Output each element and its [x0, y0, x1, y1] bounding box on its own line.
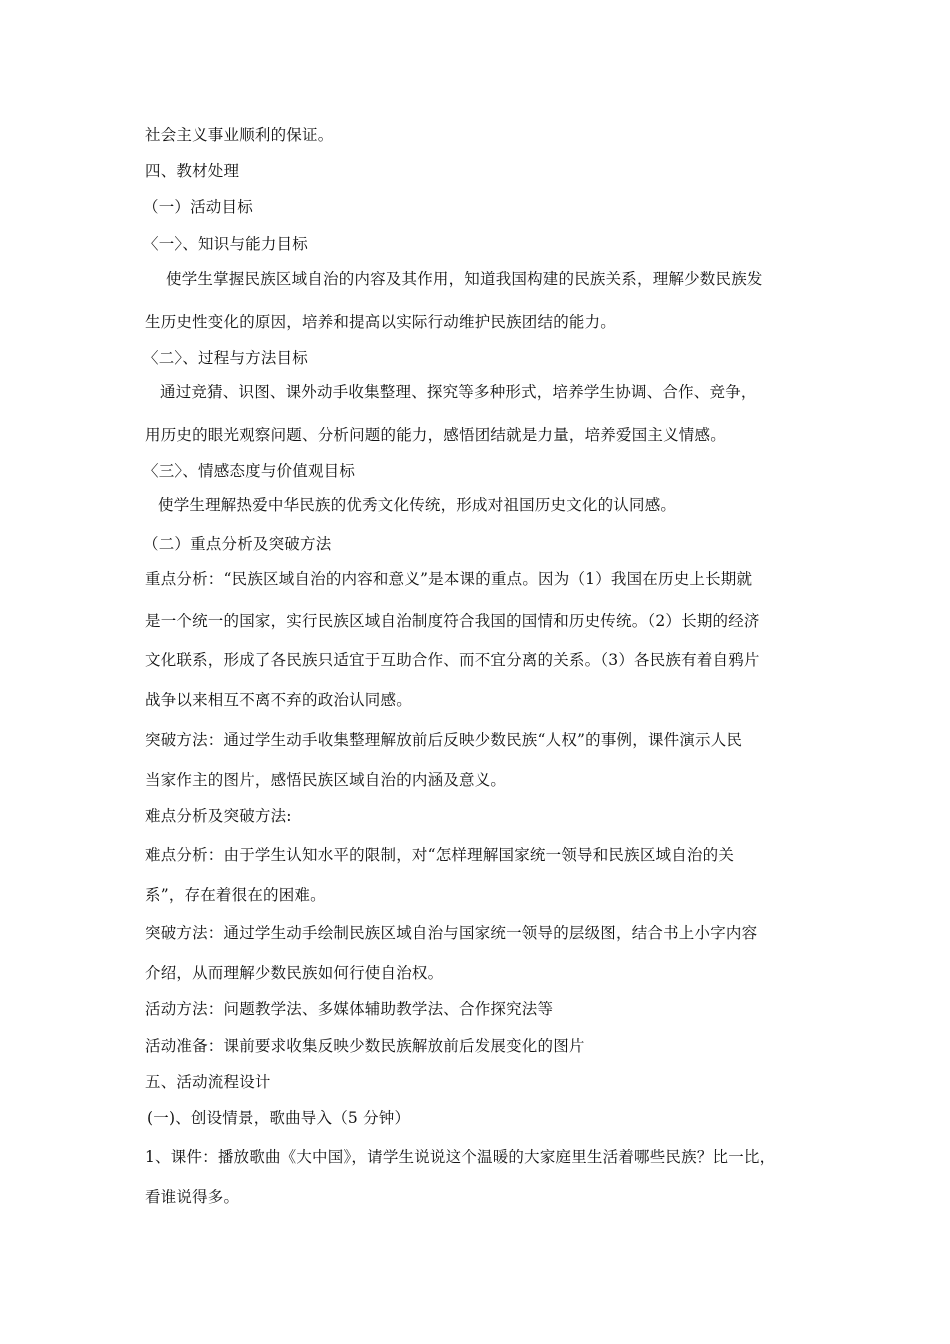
paragraph-line: 1、课件：播放歌曲《大中国》，请学生说说这个温暖的大家庭里生活着哪些民族？比一比， — [145, 1148, 776, 1166]
paragraph-line: 文化联系，形成了各民族只适宜于互助合作、而不宜分离的关系。（3）各民族有着自鸦片 — [145, 651, 760, 669]
paragraph-line: 活动准备：课前要求收集反映少数民族解放前后发展变化的图片 — [145, 1037, 585, 1055]
paragraph-line: 生历史性变化的原因，培养和提高以实际行动维护民族团结的能力。 — [145, 313, 617, 331]
subsection-heading: (一)、创设情景，歌曲导入（5 分钟） — [147, 1109, 411, 1127]
section-heading: 五、活动流程设计 — [145, 1073, 271, 1091]
paragraph-line: 当家作主的图片，感悟民族区域自治的内涵及意义。 — [145, 771, 507, 789]
paragraph-line: 突破方法：通过学生动手收集整理解放前后反映少数民族“人权”的事例，课件演示人民 — [145, 731, 743, 749]
paragraph-line: 使学生理解热爱中华民族的优秀文化传统，形成对祖国历史文化的认同感。 — [158, 496, 677, 514]
paragraph-line: 用历史的眼光观察问题、分析问题的能力，感悟团结就是力量，培养爱国主义情感。 — [145, 426, 726, 444]
paragraph-line: 通过竞猜、识图、课外动手收集整理、探究等多种形式，培养学生协调、合作、竞争， — [160, 383, 757, 401]
sub-subsection-heading: 〈二〉、过程与方法目标 — [143, 349, 308, 367]
sub-subsection-heading: 〈三〉、情感态度与价值观目标 — [143, 462, 356, 480]
paragraph-line: 系”，存在着很在的困难。 — [145, 886, 326, 904]
paragraph-line: 活动方法：问题教学法、多媒体辅助教学法、合作探究法等 — [145, 1000, 554, 1018]
paragraph-line: 使学生掌握民族区域自治的内容及其作用，知道我国构建的民族关系，理解少数民族发 — [166, 270, 763, 288]
paragraph-line: 难点分析：由于学生认知水平的限制，对“怎样理解国家统一领导和民族区域自治的关 — [145, 846, 735, 864]
subsection-heading: 难点分析及突破方法: — [145, 807, 292, 825]
subsection-heading: （一）活动目标 — [143, 198, 253, 216]
section-heading: 四、教材处理 — [145, 162, 240, 180]
text-line: 社会主义事业顺利的保证。 — [145, 126, 334, 144]
paragraph-line: 是一个统一的国家，实行民族区域自治制度符合我国的国情和历史传统。（2）长期的经济 — [145, 612, 760, 630]
paragraph-line: 看谁说得多。 — [145, 1188, 240, 1206]
subsection-heading: （二）重点分析及突破方法 — [143, 535, 332, 553]
paragraph-line: 重点分析：“民族区域自治的内容和意义”是本课的重点。因为（1）我国在历史上长期就 — [145, 570, 753, 588]
paragraph-line: 介绍，从而理解少数民族如何行使自治权。 — [145, 964, 444, 982]
paragraph-line: 突破方法：通过学生动手绘制民族区域自治与国家统一领导的层级图，结合书上小字内容 — [145, 924, 758, 942]
paragraph-line: 战争以来相互不离不弃的政治认同感。 — [145, 691, 412, 709]
sub-subsection-heading: 〈一〉、知识与能力目标 — [143, 235, 308, 253]
